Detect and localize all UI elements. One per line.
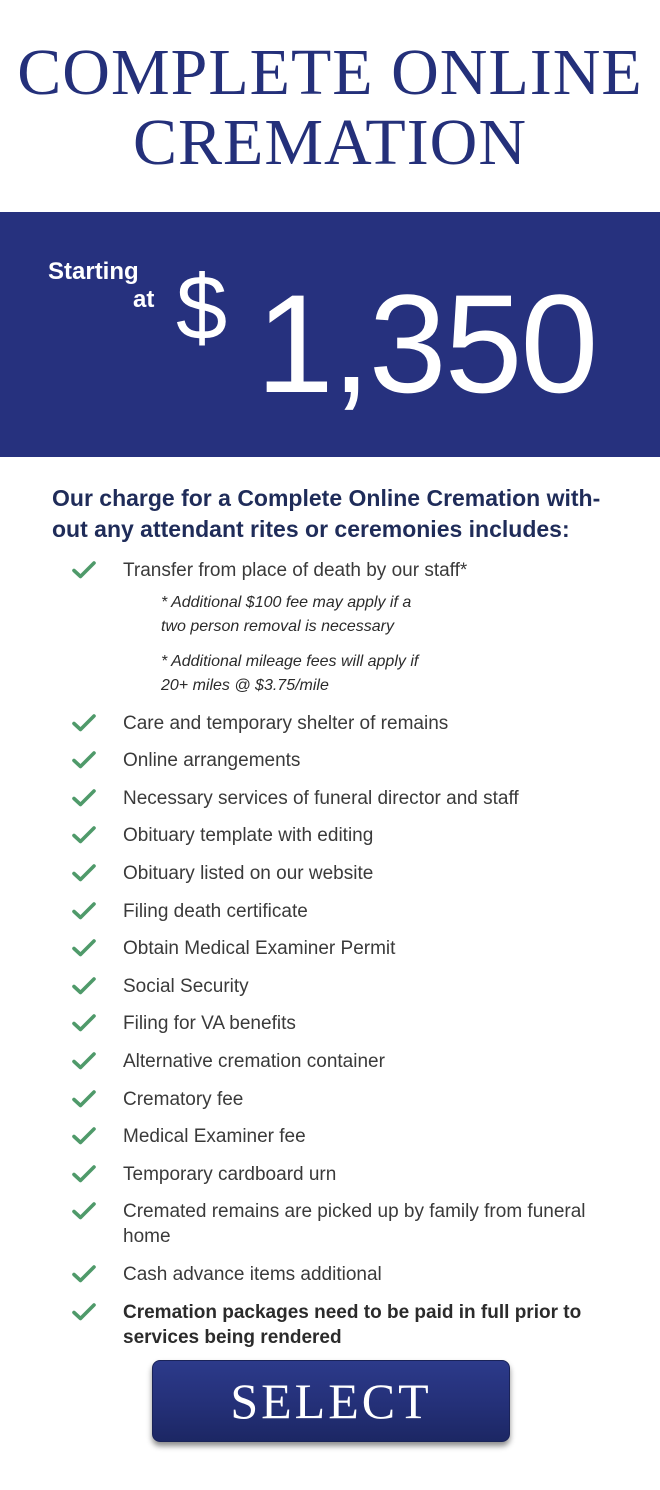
includes-heading: Our charge for a Complete Online Cremation with-out any attendant rites or ceremonies includes: bbox=[52, 485, 601, 542]
list-item-label: Obituary template with editing bbox=[123, 825, 374, 847]
title-line-1: COMPLETE ONLINE bbox=[17, 36, 643, 109]
list-item bbox=[0, 1124, 660, 1149]
list-item-label: Filing for VA benefits bbox=[123, 1013, 296, 1035]
check-icon bbox=[72, 1014, 96, 1032]
list-item-label: Necessary services of funeral director and staff bbox=[123, 787, 519, 809]
list-item-label: Obituary listed on our website bbox=[123, 862, 374, 884]
check-icon bbox=[72, 561, 96, 579]
check-icon bbox=[72, 1265, 96, 1283]
list-item-label: Temporary cardboard urn bbox=[123, 1163, 337, 1185]
check-icon bbox=[72, 1052, 96, 1070]
check-icon bbox=[72, 1090, 96, 1108]
list-item-label: Cash advance items additional bbox=[123, 1263, 382, 1285]
included-items-list bbox=[0, 558, 660, 1362]
list-item bbox=[0, 823, 660, 848]
footnote: * Additional $100 fee may apply if a two person removal is necessary bbox=[161, 594, 412, 635]
list-item bbox=[0, 974, 660, 999]
list-item-label: Medical Examiner fee bbox=[123, 1126, 306, 1148]
check-icon bbox=[72, 1127, 96, 1145]
list-item bbox=[0, 711, 660, 736]
list-item bbox=[0, 1162, 660, 1187]
item-footnotes bbox=[123, 591, 600, 698]
price-amount: 1,350 bbox=[256, 265, 597, 422]
check-icon bbox=[72, 1165, 96, 1183]
list-item bbox=[0, 1011, 660, 1036]
list-item-label: Obtain Medical Examiner Permit bbox=[123, 938, 396, 960]
check-icon bbox=[72, 902, 96, 920]
list-item bbox=[0, 1262, 660, 1287]
list-item bbox=[0, 748, 660, 773]
footnote: * Additional mileage fees will apply if 20+ miles @ $3.75/mile bbox=[161, 653, 419, 694]
check-icon bbox=[72, 1202, 96, 1220]
list-item-label: Care and temporary shelter of remains bbox=[123, 712, 449, 734]
list-item-label: Transfer from place of death by our staff* bbox=[123, 560, 468, 581]
list-item-label: Crematory fee bbox=[123, 1088, 244, 1110]
list-item bbox=[0, 936, 660, 961]
check-icon bbox=[72, 751, 96, 769]
list-item-label: Cremated remains are picked up by family from funeral home bbox=[123, 1201, 586, 1248]
list-item-label: Online arrangements bbox=[123, 750, 301, 772]
list-item bbox=[0, 1049, 660, 1074]
check-icon bbox=[72, 789, 96, 807]
title-line-2: CREMATION bbox=[132, 106, 527, 179]
list-item bbox=[0, 1300, 660, 1350]
page-title bbox=[0, 38, 660, 178]
list-item-label: Filing death certificate bbox=[123, 900, 308, 922]
list-item bbox=[0, 558, 660, 698]
check-icon bbox=[72, 1303, 96, 1321]
currency-symbol: $ bbox=[176, 257, 228, 359]
list-item-label: Alternative cremation container bbox=[123, 1050, 385, 1072]
list-item bbox=[0, 1199, 660, 1249]
list-item bbox=[0, 861, 660, 886]
check-icon bbox=[72, 864, 96, 882]
price-banner bbox=[0, 212, 660, 457]
check-icon bbox=[72, 826, 96, 844]
list-item bbox=[0, 786, 660, 811]
select-button[interactable]: SELECT bbox=[152, 1360, 510, 1442]
check-icon bbox=[72, 714, 96, 732]
check-icon bbox=[72, 977, 96, 995]
starting-label: Starting bbox=[48, 258, 139, 285]
list-item-label: Social Security bbox=[123, 975, 249, 997]
list-item-label: Cremation packages need to be paid in full prior to services being rendered bbox=[123, 1301, 582, 1348]
list-item bbox=[0, 899, 660, 924]
list-item bbox=[0, 1087, 660, 1112]
check-icon bbox=[72, 939, 96, 957]
at-label: at bbox=[133, 286, 155, 313]
